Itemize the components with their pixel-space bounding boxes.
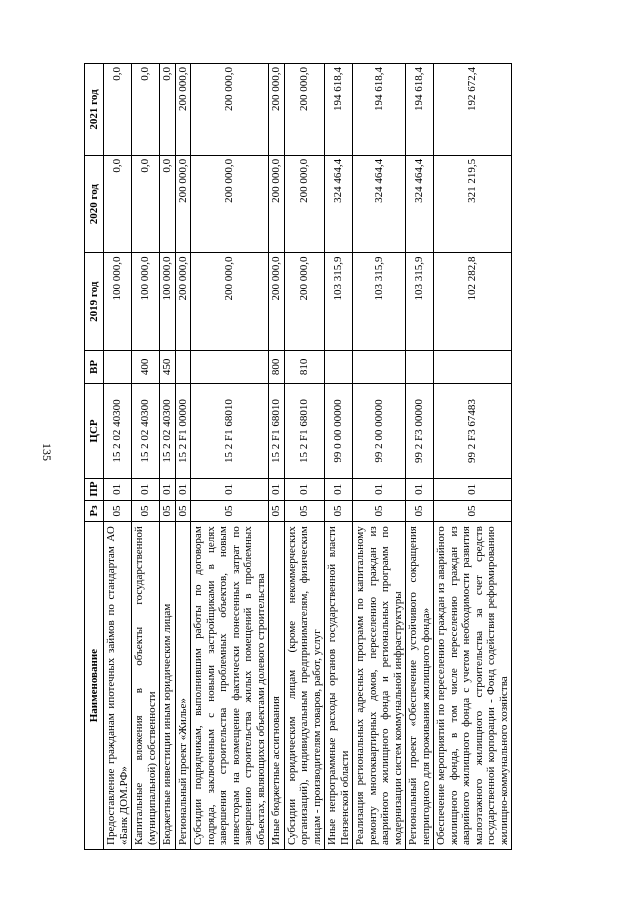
cell-y2021: 192 672,4	[434, 64, 512, 156]
cell-pr: 01	[269, 479, 285, 501]
cell-y2020: 200 000,0	[284, 155, 325, 253]
cell-y2019: 200 000,0	[175, 253, 191, 351]
cell-vr	[406, 350, 434, 383]
cell-rz: 05	[191, 500, 269, 522]
cell-y2019: 103 315,9	[406, 253, 434, 351]
cell-rz: 05	[160, 500, 176, 522]
header-2019: 2019 год	[85, 253, 104, 351]
cell-y2019: 100 000,0	[160, 253, 176, 351]
rotated-page	[84, 63, 540, 850]
cell-pr: 01	[191, 479, 269, 501]
cell-pr: 01	[132, 479, 160, 501]
cell-pr: 01	[406, 479, 434, 501]
cell-name: Иные бюджетные ассигнования	[269, 522, 285, 850]
cell-csr: 15 2 F1 68010	[269, 383, 285, 478]
cell-vr: 810	[284, 350, 325, 383]
cell-rz: 05	[175, 500, 191, 522]
cell-csr: 15 2 02 40300	[160, 383, 176, 478]
cell-y2020: 324 464,4	[353, 155, 406, 253]
cell-vr	[104, 350, 132, 383]
cell-y2021: 0,0	[160, 64, 176, 156]
cell-y2019: 103 315,9	[325, 253, 353, 351]
table-row	[104, 64, 132, 850]
cell-rz: 05	[325, 500, 353, 522]
cell-y2020: 0,0	[104, 155, 132, 253]
cell-vr	[434, 350, 512, 383]
cell-y2021: 200 000,0	[284, 64, 325, 156]
budget-table	[84, 63, 512, 850]
cell-name: Бюджетные инвестиции иным юридическим лицам	[160, 522, 176, 850]
cell-rz: 05	[269, 500, 285, 522]
table-row	[160, 64, 176, 850]
cell-pr: 01	[104, 479, 132, 501]
cell-vr: 800	[269, 350, 285, 383]
cell-name: Капитальные вложения в объекты государственной (муниципальной) собственности	[132, 522, 160, 850]
cell-rz: 05	[284, 500, 325, 522]
cell-y2020: 200 000,0	[269, 155, 285, 253]
cell-rz: 05	[132, 500, 160, 522]
table-row	[325, 64, 353, 850]
cell-pr: 01	[325, 479, 353, 501]
cell-rz: 05	[104, 500, 132, 522]
cell-csr: 15 2 F1 00000	[175, 383, 191, 478]
cell-pr: 01	[175, 479, 191, 501]
cell-csr: 15 2 F1 68010	[284, 383, 325, 478]
cell-y2020: 0,0	[160, 155, 176, 253]
cell-y2019: 200 000,0	[284, 253, 325, 351]
cell-y2020: 200 000,0	[175, 155, 191, 253]
cell-y2021: 0,0	[132, 64, 160, 156]
cell-vr	[353, 350, 406, 383]
header-row	[85, 64, 104, 850]
cell-name: Предоставление гражданам ипотечных займов по стандартам АО «Банк ДОМ.РФ»	[104, 522, 132, 850]
cell-vr: 400	[132, 350, 160, 383]
cell-y2019: 102 282,8	[434, 253, 512, 351]
cell-y2019: 200 000,0	[269, 253, 285, 351]
table-row	[175, 64, 191, 850]
cell-name: Региональный проект «Обеспечение устойчивого сокращения непригодного для проживания жилищного фонда»	[406, 522, 434, 850]
cell-y2020: 321 219,5	[434, 155, 512, 253]
cell-y2019: 200 000,0	[191, 253, 269, 351]
cell-vr	[325, 350, 353, 383]
cell-csr: 99 0 00 00000	[325, 383, 353, 478]
page-number: 135	[40, 443, 54, 461]
header-csr: ЦСР	[85, 383, 104, 478]
cell-y2019: 100 000,0	[104, 253, 132, 351]
table-row	[132, 64, 160, 850]
cell-y2021: 200 000,0	[269, 64, 285, 156]
header-2020: 2020 год	[85, 155, 104, 253]
table-row	[353, 64, 406, 850]
cell-pr: 01	[353, 479, 406, 501]
cell-y2021: 194 618,4	[353, 64, 406, 156]
cell-pr: 01	[160, 479, 176, 501]
cell-y2020: 324 464,4	[325, 155, 353, 253]
cell-pr: 01	[434, 479, 512, 501]
cell-name: Обеспечение мероприятий по переселению граждан из аварийного жилищного фонда, в том числе переселению граждан из аварийного жилищного фонда с учетом необходимости развития малоэтажного жилищного строительства за счет средств государственной корпорации - Фонд содействия реформированию жилищно-коммунального хозяйства	[434, 522, 512, 850]
cell-y2021: 200 000,0	[175, 64, 191, 156]
header-pr: ПР	[85, 479, 104, 501]
cell-csr: 99 2 F3 67483	[434, 383, 512, 478]
table-row	[284, 64, 325, 850]
cell-name: Иные непрограммные расходы органов государственной власти Пензенской области	[325, 522, 353, 850]
cell-csr: 15 2 02 40300	[132, 383, 160, 478]
cell-name: Субсидии подрядчикам, выполнившим работы по договорам подряда, заключенным с новыми застройщиками в целях завершения строительства проблемных объектов, новым инвесторам на возмещение фактически понесенных затрат по завершению строительства жилых помещений в проблемных объектах, являющихся объектами долевого строительства	[191, 522, 269, 850]
cell-rz: 05	[434, 500, 512, 522]
cell-y2020: 324 464,4	[406, 155, 434, 253]
cell-y2020: 0,0	[132, 155, 160, 253]
header-name: Наименование	[85, 522, 104, 850]
cell-rz: 05	[353, 500, 406, 522]
cell-name: Реализация региональных адресных программ по капитальному ремонту многоквартирных домов, переселению граждан из аварийного жилищного фонда и региональных программ по модернизации систем коммунальной инфраструктуры	[353, 522, 406, 850]
header-rz: Рз	[85, 500, 104, 522]
table-row	[434, 64, 512, 850]
cell-y2021: 200 000,0	[191, 64, 269, 156]
cell-y2019: 103 315,9	[353, 253, 406, 351]
table-row	[406, 64, 434, 850]
table-row	[191, 64, 269, 850]
cell-vr	[191, 350, 269, 383]
cell-csr: 15 2 02 40300	[104, 383, 132, 478]
cell-y2020: 200 000,0	[191, 155, 269, 253]
cell-y2019: 100 000,0	[132, 253, 160, 351]
cell-name: Региональный проект «Жилье»	[175, 522, 191, 850]
cell-vr	[175, 350, 191, 383]
cell-y2021: 194 618,4	[325, 64, 353, 156]
cell-vr: 450	[160, 350, 176, 383]
cell-y2021: 194 618,4	[406, 64, 434, 156]
cell-name: Субсидии юридическим лицам (кроме некоммерческих организаций), индивидуальным предпринимателям, физическим лицам - производителям товаров, работ, услуг	[284, 522, 325, 850]
cell-csr: 99 2 00 00000	[353, 383, 406, 478]
cell-rz: 05	[406, 500, 434, 522]
table-row	[269, 64, 285, 850]
cell-csr: 15 2 F1 68010	[191, 383, 269, 478]
header-2021: 2021 год	[85, 64, 104, 156]
cell-y2021: 0,0	[104, 64, 132, 156]
cell-pr: 01	[284, 479, 325, 501]
header-vr: ВР	[85, 350, 104, 383]
cell-csr: 99 2 F3 00000	[406, 383, 434, 478]
